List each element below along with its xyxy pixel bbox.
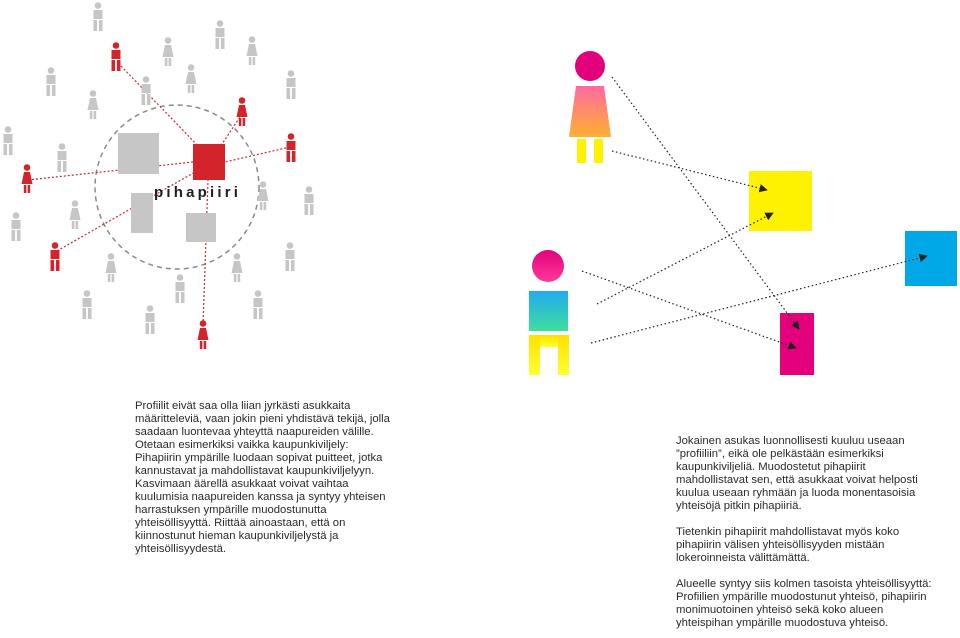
square-icon — [749, 171, 812, 231]
square-icon — [131, 193, 153, 233]
person-female-icon — [163, 37, 174, 66]
right-paragraph-2: Tietenkin pihapiirit mahdollistavat myös koko pihapiirin välisen yhteisöllisyyden mistään lokeroinneista välittämättä. — [676, 526, 900, 564]
person-icon — [142, 76, 151, 105]
person-icon — [146, 305, 155, 334]
person-female-icon — [198, 320, 209, 349]
person-female-icon — [70, 200, 81, 229]
right-description — [676, 435, 936, 630]
profile-figure-female — [569, 51, 611, 163]
person-female-icon — [258, 181, 269, 210]
person-icon — [216, 20, 225, 49]
person-icon — [58, 143, 67, 172]
circle-label: pihapiiri — [154, 184, 242, 201]
person-icon — [286, 242, 295, 271]
person-female-icon — [22, 164, 33, 193]
person-icon — [12, 212, 21, 241]
person-female-icon — [237, 97, 248, 126]
person-icon — [254, 290, 263, 319]
square-icon — [193, 144, 225, 180]
person-female-icon — [88, 90, 99, 119]
person-icon — [47, 67, 56, 96]
person-icon — [305, 186, 314, 215]
left-description — [135, 400, 395, 556]
square-icon — [905, 231, 957, 286]
right-paragraph-1: Jokainen asukas luonnollisesti kuuluu useaan ”profiiliin”, eikä ole pelkästään esimerkiksi kaupunkiviljeliä. Muodostetut pihapiirit mahdollistavat sen, että asukkaat voivat helposti kuulua useaan ryhmään ja luoda monentasoisia yhteisöjä pitkin pihapiiriä. — [676, 435, 918, 512]
person-icon — [83, 290, 92, 319]
person-icon — [112, 42, 121, 71]
left-paragraph-1: Profiilit eivät saa olla liian jyrkästi asukkaita määritteleviä, vaan jokin pieni yhdistävä tekijä, jolla saadaan luontevaa yhteyttä naapureiden välille. Otetaan esimerkiksi vaikka kaupunkiviljely: Pihapiirin ympärille luodaan sopivat puitteet, jotka kannustavat ja mahdollistavat kaupunkiviljelyyn. Kasvimaan äärellä asukkaat voivat vaihtaa kuulumisia naapureiden kanssa ja syntyy yhteisen harrastuksen ympärille muodostunutta yhteisöllisyyttä. Riittää ainoastaan, että on kiinnostunut hieman kaupunkiviljelystä ja yhteisöllisyydestä. — [135, 400, 390, 555]
square-icon — [186, 213, 216, 242]
square-icon — [118, 133, 159, 174]
square-icon — [780, 313, 814, 375]
person-icon — [4, 126, 13, 155]
profile-figure-male — [529, 250, 569, 375]
person-icon — [287, 133, 296, 162]
person-icon — [94, 2, 103, 31]
person-female-icon — [232, 253, 243, 282]
person-female-icon — [106, 253, 117, 282]
right-paragraph-3: Alueelle syntyy siis kolmen tasoista yhteisöllisyyttä: Profiilien ympärille muodostunut yhteisö, pihapiirin monimuotoinen yhteisö sekä koko alueen yhteispihan ympärille muodostuva yhteisö. — [676, 578, 932, 629]
person-icon — [287, 70, 296, 99]
person-female-icon — [247, 36, 258, 65]
person-icon — [176, 274, 185, 303]
person-female-icon — [186, 64, 197, 93]
person-icon — [51, 242, 60, 271]
